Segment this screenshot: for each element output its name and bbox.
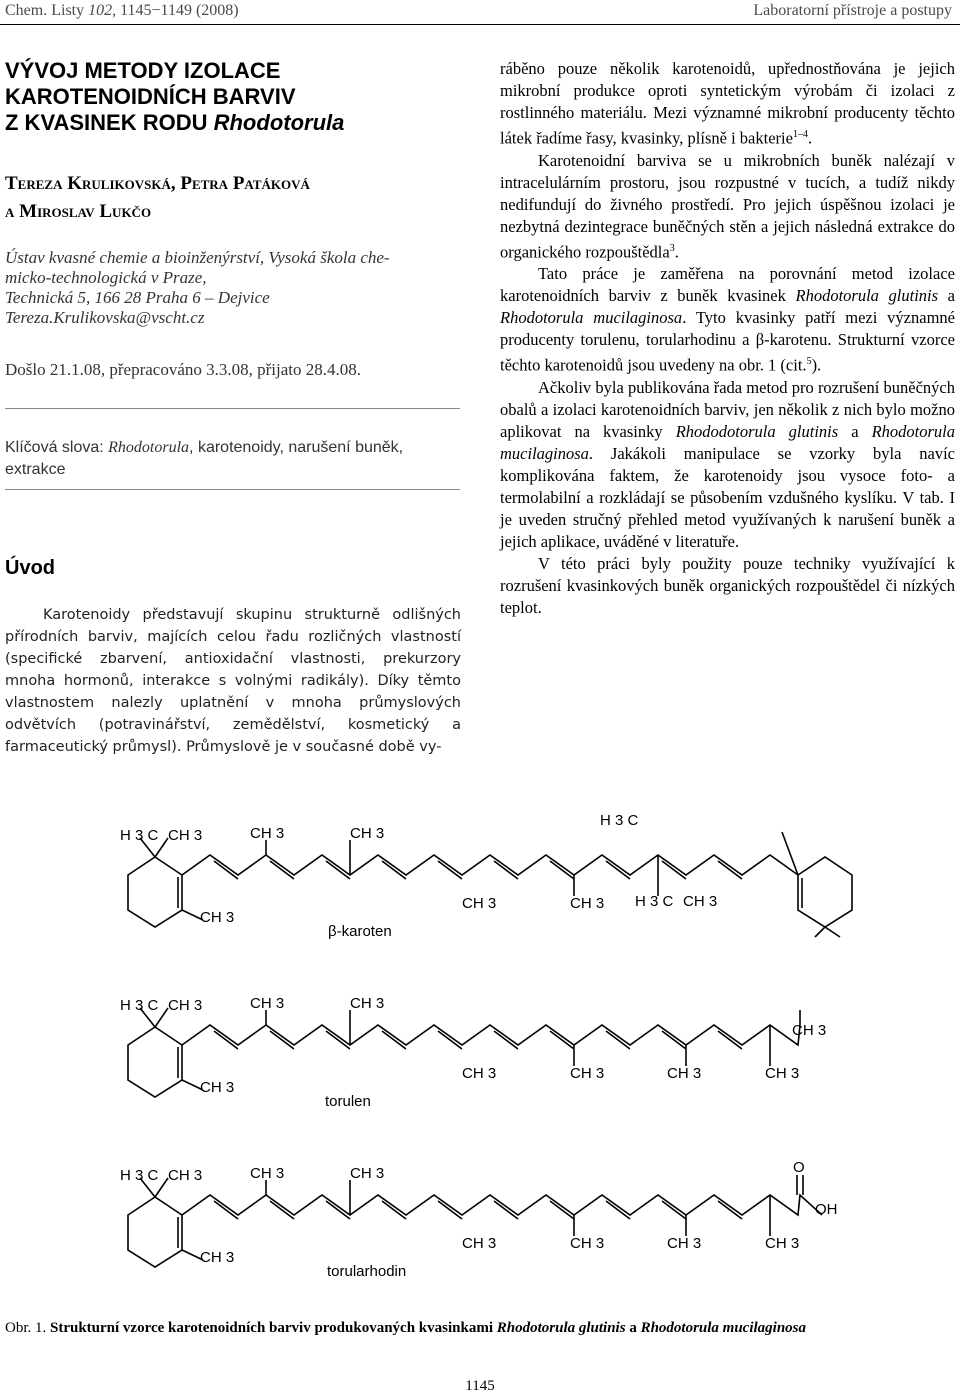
caption-species-1: Rhodotorula glutinis: [496, 1320, 626, 1336]
title-line-1: VÝVOJ METODY IZOLACE: [5, 58, 281, 83]
structure-name-torularhodin: torularhodin: [327, 1263, 407, 1280]
beta-carotene-labels: [120, 812, 717, 940]
label-ch3-16: CH 3: [765, 1065, 800, 1082]
header-divider: [0, 24, 960, 25]
label-ch3-23: CH 3: [667, 1235, 702, 1252]
affiliation-line-1: Ústav kvasné chemie a bioinženýrství, Vysoká škola che-: [5, 248, 390, 267]
structure-name-torulene: torulen: [325, 1093, 371, 1110]
paragraph-intro-1: Karotenoidy představují skupinu strukturně odlišných přírodních barviv, majících celou řadu rozličných vlastností (specifické zbarvení, antioxidační vlastnosti, prekurzory mnoha hormonů, interakce s volnými radikály). Díky těmto vlastnostem nalezly uplatnění v mnoha průmyslových odvětvích (potravinářství, zemědělství, kosmetický a farmaceutický průmysl). Průmyslově je v současné době vy-: [5, 607, 461, 755]
figure-structures: [110, 800, 930, 1300]
title-line-2: KAROTENOIDNÍCH BARVIV: [5, 84, 296, 109]
received-dates: Došlo 21.1.08, přepracováno 3.3.08, přijato 28.4.08.: [5, 360, 361, 379]
section-heading-intro: Úvod: [5, 557, 55, 579]
author-email[interactable]: Tereza.Krulikovska@vscht.cz: [5, 308, 205, 327]
left-column-text: [5, 604, 461, 758]
label-ch3-21: CH 3: [462, 1235, 497, 1252]
ring-right-1: [798, 857, 852, 927]
keywords-label: Klíčová slova:: [5, 439, 109, 456]
citation-1-4: 1–4: [792, 129, 808, 140]
label-ch3-3: CH 3: [350, 825, 385, 842]
caption-and: a: [625, 1320, 641, 1336]
ring-left-1: [128, 857, 182, 927]
label-ch3-8: CH 3: [168, 997, 203, 1014]
keywords-genus: Rhodotorula: [108, 439, 190, 456]
journal-pages: , 1145−1149 (2008): [112, 2, 239, 19]
journal-citation: [5, 2, 239, 20]
label-ch3-15: CH 3: [667, 1065, 702, 1082]
label-ch3-19: CH 3: [350, 1165, 385, 1182]
species-mucilaginosa: Rhodotorula mucilaginosa: [500, 308, 683, 327]
species-glutinis: Rhodotorula glutinis: [795, 286, 939, 305]
title-line-3-text: Z KVASINEK RODU: [5, 110, 214, 135]
label-ch3-17: CH 3: [168, 1167, 203, 1184]
label-ch3-4: CH 3: [200, 909, 235, 926]
paragraph-right-3-cont: . Tyto kvasinky patří mezi významné producenty torulenu, torularhodinu a β-karotenu. Strukturní vzorce těchto karotenoidů jsou uvedeny na obr. 1 (cit.: [500, 308, 955, 375]
article-title: [5, 58, 344, 136]
paragraph-right-4-and: a: [838, 421, 872, 441]
label-h3c-4: H 3 C: [120, 997, 159, 1014]
species-glutinis-2: Rhododotorula glutinis: [675, 421, 839, 441]
figure-caption: [5, 1320, 806, 1337]
journal-volume: 102: [88, 2, 113, 19]
authors: [5, 170, 310, 226]
ring-left-3: [128, 1197, 182, 1267]
journal-name: Chem. Listy: [5, 2, 89, 19]
label-h3c-2: H 3 C: [600, 812, 639, 829]
label-ch3-20: CH 3: [200, 1249, 235, 1266]
label-ch3-1: CH 3: [168, 827, 203, 844]
citation-3: 3: [669, 242, 675, 254]
authors-line-1: Tereza Krulikovská, Petra Patáková: [5, 173, 310, 194]
ring-left-2: [128, 1027, 182, 1097]
torularhodin-labels: [120, 1159, 838, 1280]
label-ch3-14: CH 3: [570, 1065, 605, 1082]
keywords-rule-top: [5, 408, 460, 409]
paragraph-right-4-cont: . Jakákoli manipulace se vzorky byla navíc komplikována faktem, že karotenoidy jsou vysoce foto- a termolabilní a rozkládají se působením vzdušného kyslíku. V tab. I je uveden stručný přehled metod využívaných k narušení buněk a jejich aplikace, uváděné v literatuře.: [500, 443, 955, 551]
label-ch3-12: CH 3: [792, 1022, 827, 1039]
paragraph-right-4: [500, 377, 955, 553]
caption-species-2: Rhodotorula mucilaginosa: [640, 1320, 807, 1336]
caption-text: Strukturní vzorce karotenoidních barviv produkovaných kvasinkami: [50, 1320, 497, 1336]
paragraph-right-3-and: a: [938, 286, 955, 305]
affiliation: [5, 248, 445, 328]
paragraph-right-4-text: Ačkoliv byla publikována řada metod pro rozrušení buněčných obalů a izolaci karotenoidních barviv, jen několik z nich bylo možno aplikovat na kvasinky: [500, 377, 955, 441]
citation-5: 5: [806, 356, 812, 367]
label-ch3-9: CH 3: [250, 995, 285, 1012]
label-ch3-18: CH 3: [250, 1165, 285, 1182]
paragraph-right-2-end: .: [674, 242, 679, 261]
affiliation-line-2: micko-technologická v Praze,: [5, 268, 207, 287]
label-ch3-11: CH 3: [200, 1079, 235, 1096]
keywords-list: , karotenoidy, narušení buněk, extrakce: [5, 439, 404, 478]
label-ch3-2: CH 3: [250, 825, 285, 842]
paragraph-right-5: V této práci byly použity pouze techniky využívající k rozrušení kvasinkových buněk organických rozpouštědel či nízkých teplot.: [500, 553, 955, 617]
page-number: 1145: [465, 1378, 495, 1394]
caption-prefix: Obr. 1.: [5, 1320, 50, 1336]
torulene-labels: [120, 995, 826, 1110]
paragraph-right-2-text: Karotenoidní barviva se u mikrobních buněk nalézají v intracelulárním prostoru, jsou rozpustné v tucích, a tudíž nikdy nedifundují do živného prostředí. Pro jejich úspěšnou izolaci je nezbytná dezintegrace buněčných stěn a jejich následná extrakce do organického rozpouštědla: [500, 150, 955, 261]
authors-line-2: a Miroslav Lukčo: [5, 201, 152, 222]
label-oxygen: O: [793, 1159, 805, 1176]
species-mucilaginosa-2: Rhodotorula mucilaginosa: [500, 421, 955, 463]
label-ch3-10: CH 3: [350, 995, 385, 1012]
affiliation-line-3: Technická 5, 166 28 Praha 6 – Dejvice: [5, 288, 270, 307]
section-header: Laboratorní přístroje a postupy: [753, 2, 952, 19]
paragraph-right-3-end: ).: [811, 355, 822, 375]
label-h3c-1: H 3 C: [120, 827, 159, 844]
label-ch3-6: CH 3: [570, 895, 605, 912]
right-column-text: [500, 58, 955, 619]
paragraph-right-1: [500, 58, 955, 150]
label-ch3-24: CH 3: [765, 1235, 800, 1252]
label-ch3-13: CH 3: [462, 1065, 497, 1082]
label-hydroxyl: OH: [815, 1201, 838, 1218]
paragraph-right-1-text: ráběno pouze několik karotenoidů, upřednostňována je jejich mikrobní produkce oproti syntetickým výrobám či izolaci z rostlinného materiálu. Mezi významné mikrobní producenty těchto látek řadíme řasy, kvasinky, plísně i bakterie: [500, 59, 955, 148]
beta-carotene-structure: [128, 832, 852, 937]
label-ch3-7: CH 3: [683, 893, 718, 910]
paragraph-right-1-end: .: [807, 128, 813, 148]
keywords-rule-bottom: [5, 489, 460, 490]
structure-name-beta-carotene: β-karoten: [328, 923, 392, 940]
paragraph-right-2: [500, 150, 955, 264]
label-h3c-3: H 3 C: [635, 893, 674, 910]
label-h3c-5: H 3 C: [120, 1167, 159, 1184]
label-ch3-22: CH 3: [570, 1235, 605, 1252]
paragraph-right-3-text: Tato práce je zaměřena na porovnání metod izolace karotenoidních barviv z buněk kvasinek: [500, 264, 955, 305]
title-line-3: [5, 110, 344, 136]
keywords: [5, 437, 460, 481]
label-ch3-5: CH 3: [462, 895, 497, 912]
paragraph-right-3: [500, 263, 955, 377]
title-genus: Rhodotorula: [213, 110, 345, 135]
